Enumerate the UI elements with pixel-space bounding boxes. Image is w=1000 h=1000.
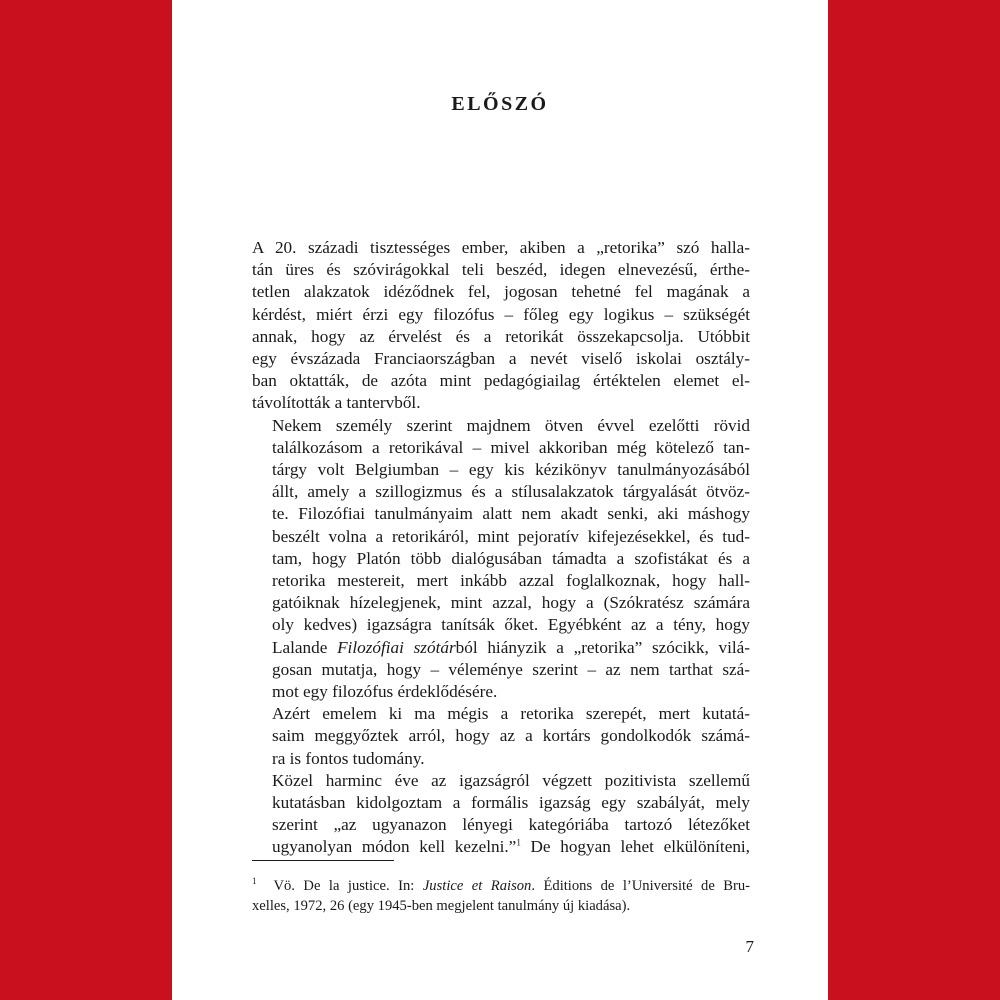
text-line: oly kedves) igazságra tanítsák őket. Egyébként az a tény, hogy [272, 615, 750, 635]
text-line: egy évszázada Franciaországban a nevét viselő iskolai osztály- [252, 349, 750, 369]
text-line: állt, amely a szillogizmus és a stílusalakzatok tárgyalását ötvöz- [272, 482, 750, 502]
text-line: Lalande Filozófiai szótárból hiányzik a „retorika” szócikk, vilá- [272, 637, 750, 657]
footnote [252, 876, 750, 916]
text-line: mot egy filozófus érdeklődésére. [272, 682, 498, 702]
text-line: kérdést, miért érzi egy filozófus – főleg egy logikus – szükségét [252, 304, 750, 324]
text-line: tetlen alakzatok idéződnek fel, jogosan tehetné fel magának a [252, 282, 750, 302]
paragraph [252, 237, 750, 415]
page-number: 7 [745, 937, 754, 956]
text-line: szerint „az ugyanazon lényegi kategóriába tartozó létezőket [272, 815, 750, 835]
footnote-reference: 1 [516, 837, 521, 848]
footnote-line-2: xelles, 1972, 26 (egy 1945-ben megjelent tanulmány új kiadása). [252, 898, 631, 914]
text-line: te. Filozófiai tanulmányaim alatt nem akadt senki, aki máshogy [272, 504, 750, 524]
text-line: tárgy volt Belgiumban – egy kis kézikönyv tanulmányozásából [272, 460, 750, 480]
text-line: annak, hogy az érvelést és a retorikát összekapcsolja. Utóbbit [252, 326, 750, 346]
text-line: Közel harminc éve az igazságról végzett pozitivista szellemű [272, 770, 750, 790]
text-line: saim meggyőztek arról, hogy az a kortárs gondolkodók számá- [272, 726, 750, 746]
text-line: ugyanolyan módon kell kezelni.”$^1$ De hogyan lehet elkülöníteni, [272, 837, 750, 857]
footnote-divider [252, 860, 394, 861]
text-line: ra is fontos tudomány. [272, 748, 425, 768]
text-line: tam, hogy Platón több dialógusában támadta a szofistákat és a [272, 548, 750, 568]
book-page [172, 0, 828, 1000]
text-line: tán üres és szóvirágokkal teli beszéd, idegen elnevezésű, érthe- [252, 260, 750, 280]
paragraph [252, 703, 750, 770]
text-line: távolították a tantervből. [252, 393, 421, 413]
footnote-text-prefix: Vö. De la justice. In: [273, 878, 423, 894]
text-line: találkozásom a retorikával – mivel akkoriban még kötelező tan- [272, 437, 750, 457]
page-title: ELŐSZÓ [451, 93, 549, 115]
text-line: gosan mutatja, hogy – véleménye szerint – az nem tarthat szá- [272, 659, 750, 679]
text-line: Azért emelem ki ma mégis a retorika szerepét, mert kutatá- [272, 704, 750, 724]
paragraph [252, 415, 750, 704]
footnote-line-1 [252, 876, 750, 896]
text-line: Nekem személy szerint majdnem ötven évvel ezelőtti rövid [272, 415, 750, 435]
text-line: gatóiknak hízelegjenek, mint azzal, hogy a (Szókratész számára [272, 593, 750, 613]
italic-term: Filozófiai szótár [337, 637, 456, 657]
body-text [252, 237, 750, 859]
text-line: A 20. századi tisztességes ember, akiben a „retorika” szó halla- [252, 238, 750, 257]
footnote-italic-title: Justice et Raison [422, 878, 532, 894]
text-line: retorika mestereit, mert inkább azzal foglalkoznak, hogy hall- [272, 571, 750, 591]
paragraph [252, 770, 750, 859]
text-line: ban oktatták, de azóta mint pedagógiailag értéktelen elemet el- [252, 371, 750, 391]
footnote-text-suffix: . Éditions de l’Université de Bru- [531, 878, 751, 894]
text-line: beszélt volna a retorikáról, mint pejoratív kifejezésekkel, és tud- [272, 526, 750, 546]
footnote-marker: 1 [252, 876, 257, 887]
text-line: kutatásban kidolgoztam a formális igazság egy szabályát, mely [272, 793, 750, 813]
